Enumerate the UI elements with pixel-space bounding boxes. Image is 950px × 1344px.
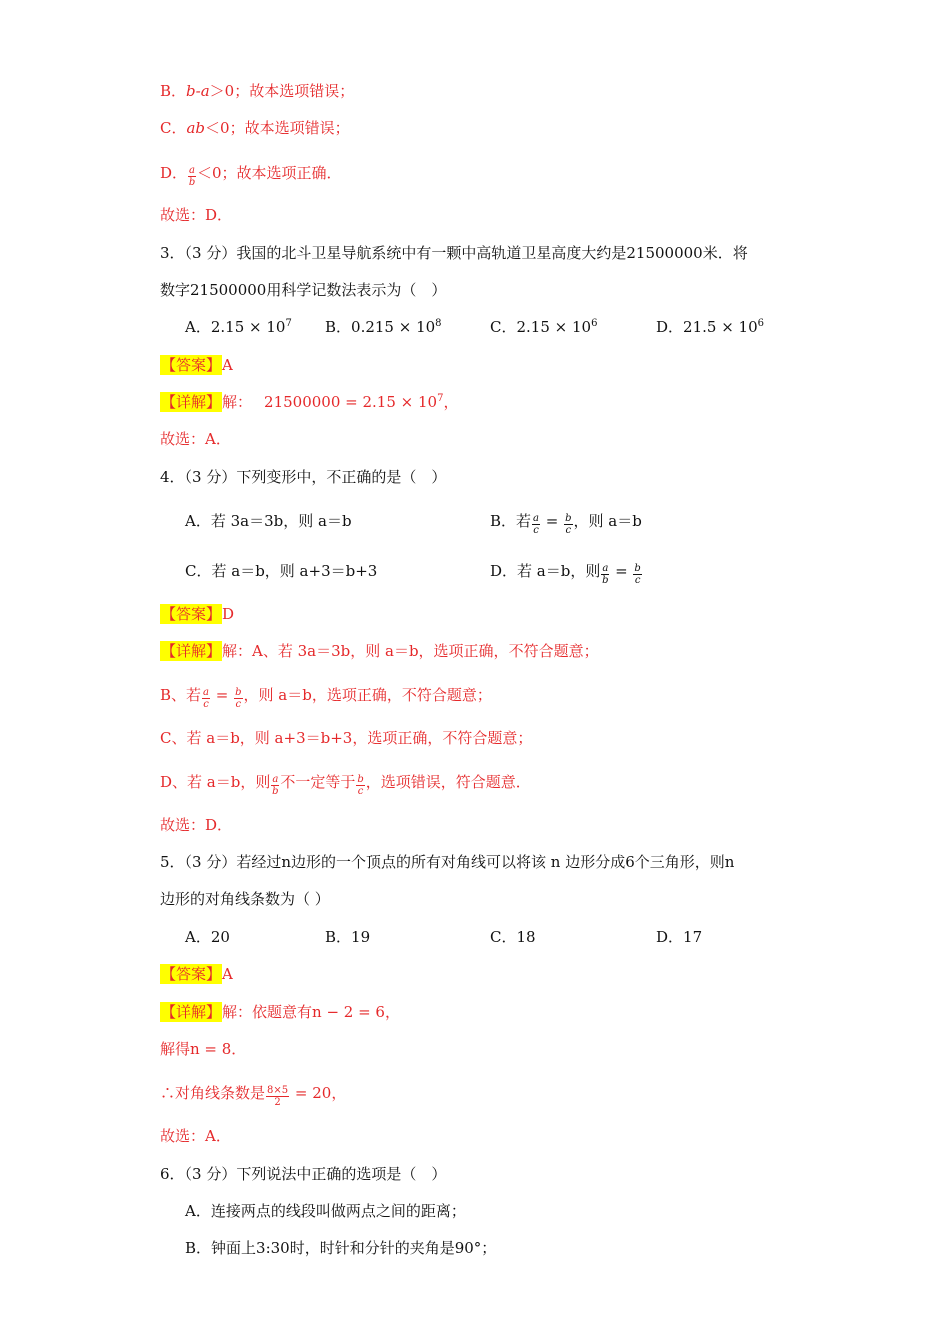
q3-detail: 【详解】解： $21500000 = 2.15 \times 10^7$， [161, 393, 459, 411]
q2-option-d-analysis: D． $\frac{a}{b}$ ＜0；故本选项正确． [160, 164, 342, 188]
fraction: $\frac{b}{c}$ [235, 687, 242, 710]
q4-stem: 4．（3 分）下列变形中，不正确的是（ ） [160, 468, 447, 486]
q2-option-b-analysis: B．b-a＞0；故本选项错误； [160, 82, 355, 100]
fraction: $\frac{b}{c}$ [357, 774, 364, 797]
q5-option-a: A．20 [185, 928, 230, 946]
q2-option-c-analysis: C．ab＜0；故本选项错误； [160, 119, 350, 137]
q3-answer: 【答案】A [161, 356, 233, 374]
q3-stem-line2: 数字21500000用科学记数法表示为（ ） [160, 281, 447, 299]
detail-tag: 【详解】 [161, 642, 222, 660]
fraction: $\frac{a}{b}$ [272, 774, 279, 797]
q5-detail: 【详解】解：依题意有n − 2 = 6， [161, 1003, 400, 1021]
fraction: $\frac{a}{c}$ [533, 513, 539, 536]
fraction: $\frac{a}{b}$ [188, 165, 196, 188]
q4-option-d: D．若 a＝b，则 $\frac{a}{b}$ = $\frac{b}{c}$ [490, 562, 641, 586]
detail-tag: 【详解】 [161, 393, 222, 411]
q6-stem: 6．（3 分）下列说法中正确的选项是（ ） [160, 1165, 447, 1183]
q5-option-b: B．19 [325, 928, 371, 946]
q4-detail-d: D、若 a＝b，则 $\frac{a}{b}$ 不一定等于 $\frac{b}{c}$ ，选项错误，符合题意． [160, 773, 531, 797]
q5-option-c: C．18 [490, 928, 536, 946]
q4-answer: 【答案】D [161, 605, 235, 623]
q3-option-b: B．$0.215 \times 10^8$ [325, 318, 442, 336]
fraction: $\frac{a}{c}$ [203, 687, 209, 710]
answer-tag: 【答案】 [161, 356, 222, 374]
fraction: $\frac{b}{c}$ [634, 563, 641, 586]
q4-choose: 故选：D． [160, 816, 233, 834]
q3-option-d: D．$21.5 \times 10^6$ [656, 318, 764, 336]
detail-tag: 【详解】 [161, 1003, 222, 1021]
q5-stem-line1: 5．（3 分）若经过n边形的一个顶点的所有对角线可以将该 n 边形分成6个三角形，则n [160, 853, 735, 871]
q6-option-b: B．钟面上3:30时，时针和分针的夹角是90°； [185, 1239, 497, 1257]
q4-option-a: A．若 3a＝3b，则 a＝b [185, 512, 352, 530]
answer-tag: 【答案】 [161, 605, 222, 623]
q5-answer: 【答案】A [161, 965, 233, 983]
fraction: $\frac{8\times 5}{2}$ [267, 1085, 289, 1108]
q3-choose: 故选：A． [160, 430, 231, 448]
answer-tag: 【答案】 [161, 965, 222, 983]
fraction: $\frac{a}{b}$ [602, 563, 609, 586]
q3-option-a: A．$2.15 \times 10^7$ [185, 318, 292, 336]
q4-option-b: B．若 $\frac{a}{c}$ = $\frac{b}{c}$ ，则 a＝b [490, 512, 642, 536]
q4-option-c: C．若 a＝b，则 a+3＝b+3 [185, 562, 378, 580]
fraction: $\frac{b}{c}$ [565, 513, 572, 536]
q4-detail-c: C、若 a＝b，则 a+3＝b+3，选项正确，不符合题意； [160, 729, 533, 747]
q3-option-c: C．$2.15 \times 10^6$ [490, 318, 598, 336]
q5-choose: 故选：A． [160, 1127, 231, 1145]
q5-stem-line2: 边形的对角线条数为（ ） [160, 890, 330, 908]
q4-detail-b: B、若 $\frac{a}{c}$ = $\frac{b}{c}$ ，则 a＝b，选项正确，不符合题意； [160, 686, 492, 710]
q5-diagonal-count: ∴对角线条数是 $\frac{8\times 5}{2}$ = 20， [160, 1084, 347, 1108]
q5-option-d: D．17 [656, 928, 703, 946]
q6-option-a: A．连接两点的线段叫做两点之间的距离； [185, 1202, 466, 1220]
q3-stem-line1: 3．（3 分）我国的北斗卫星导航系统中有一颗中高轨道卫星高度大约是21500000米．将 [160, 244, 748, 262]
q5-solve: 解得n = 8． [160, 1040, 247, 1058]
q2-choose: 故选：D． [160, 206, 233, 224]
q4-detail-a: 【详解】解：A、若 3a＝3b，则 a＝b，选项正确，不符合题意； [161, 642, 599, 660]
